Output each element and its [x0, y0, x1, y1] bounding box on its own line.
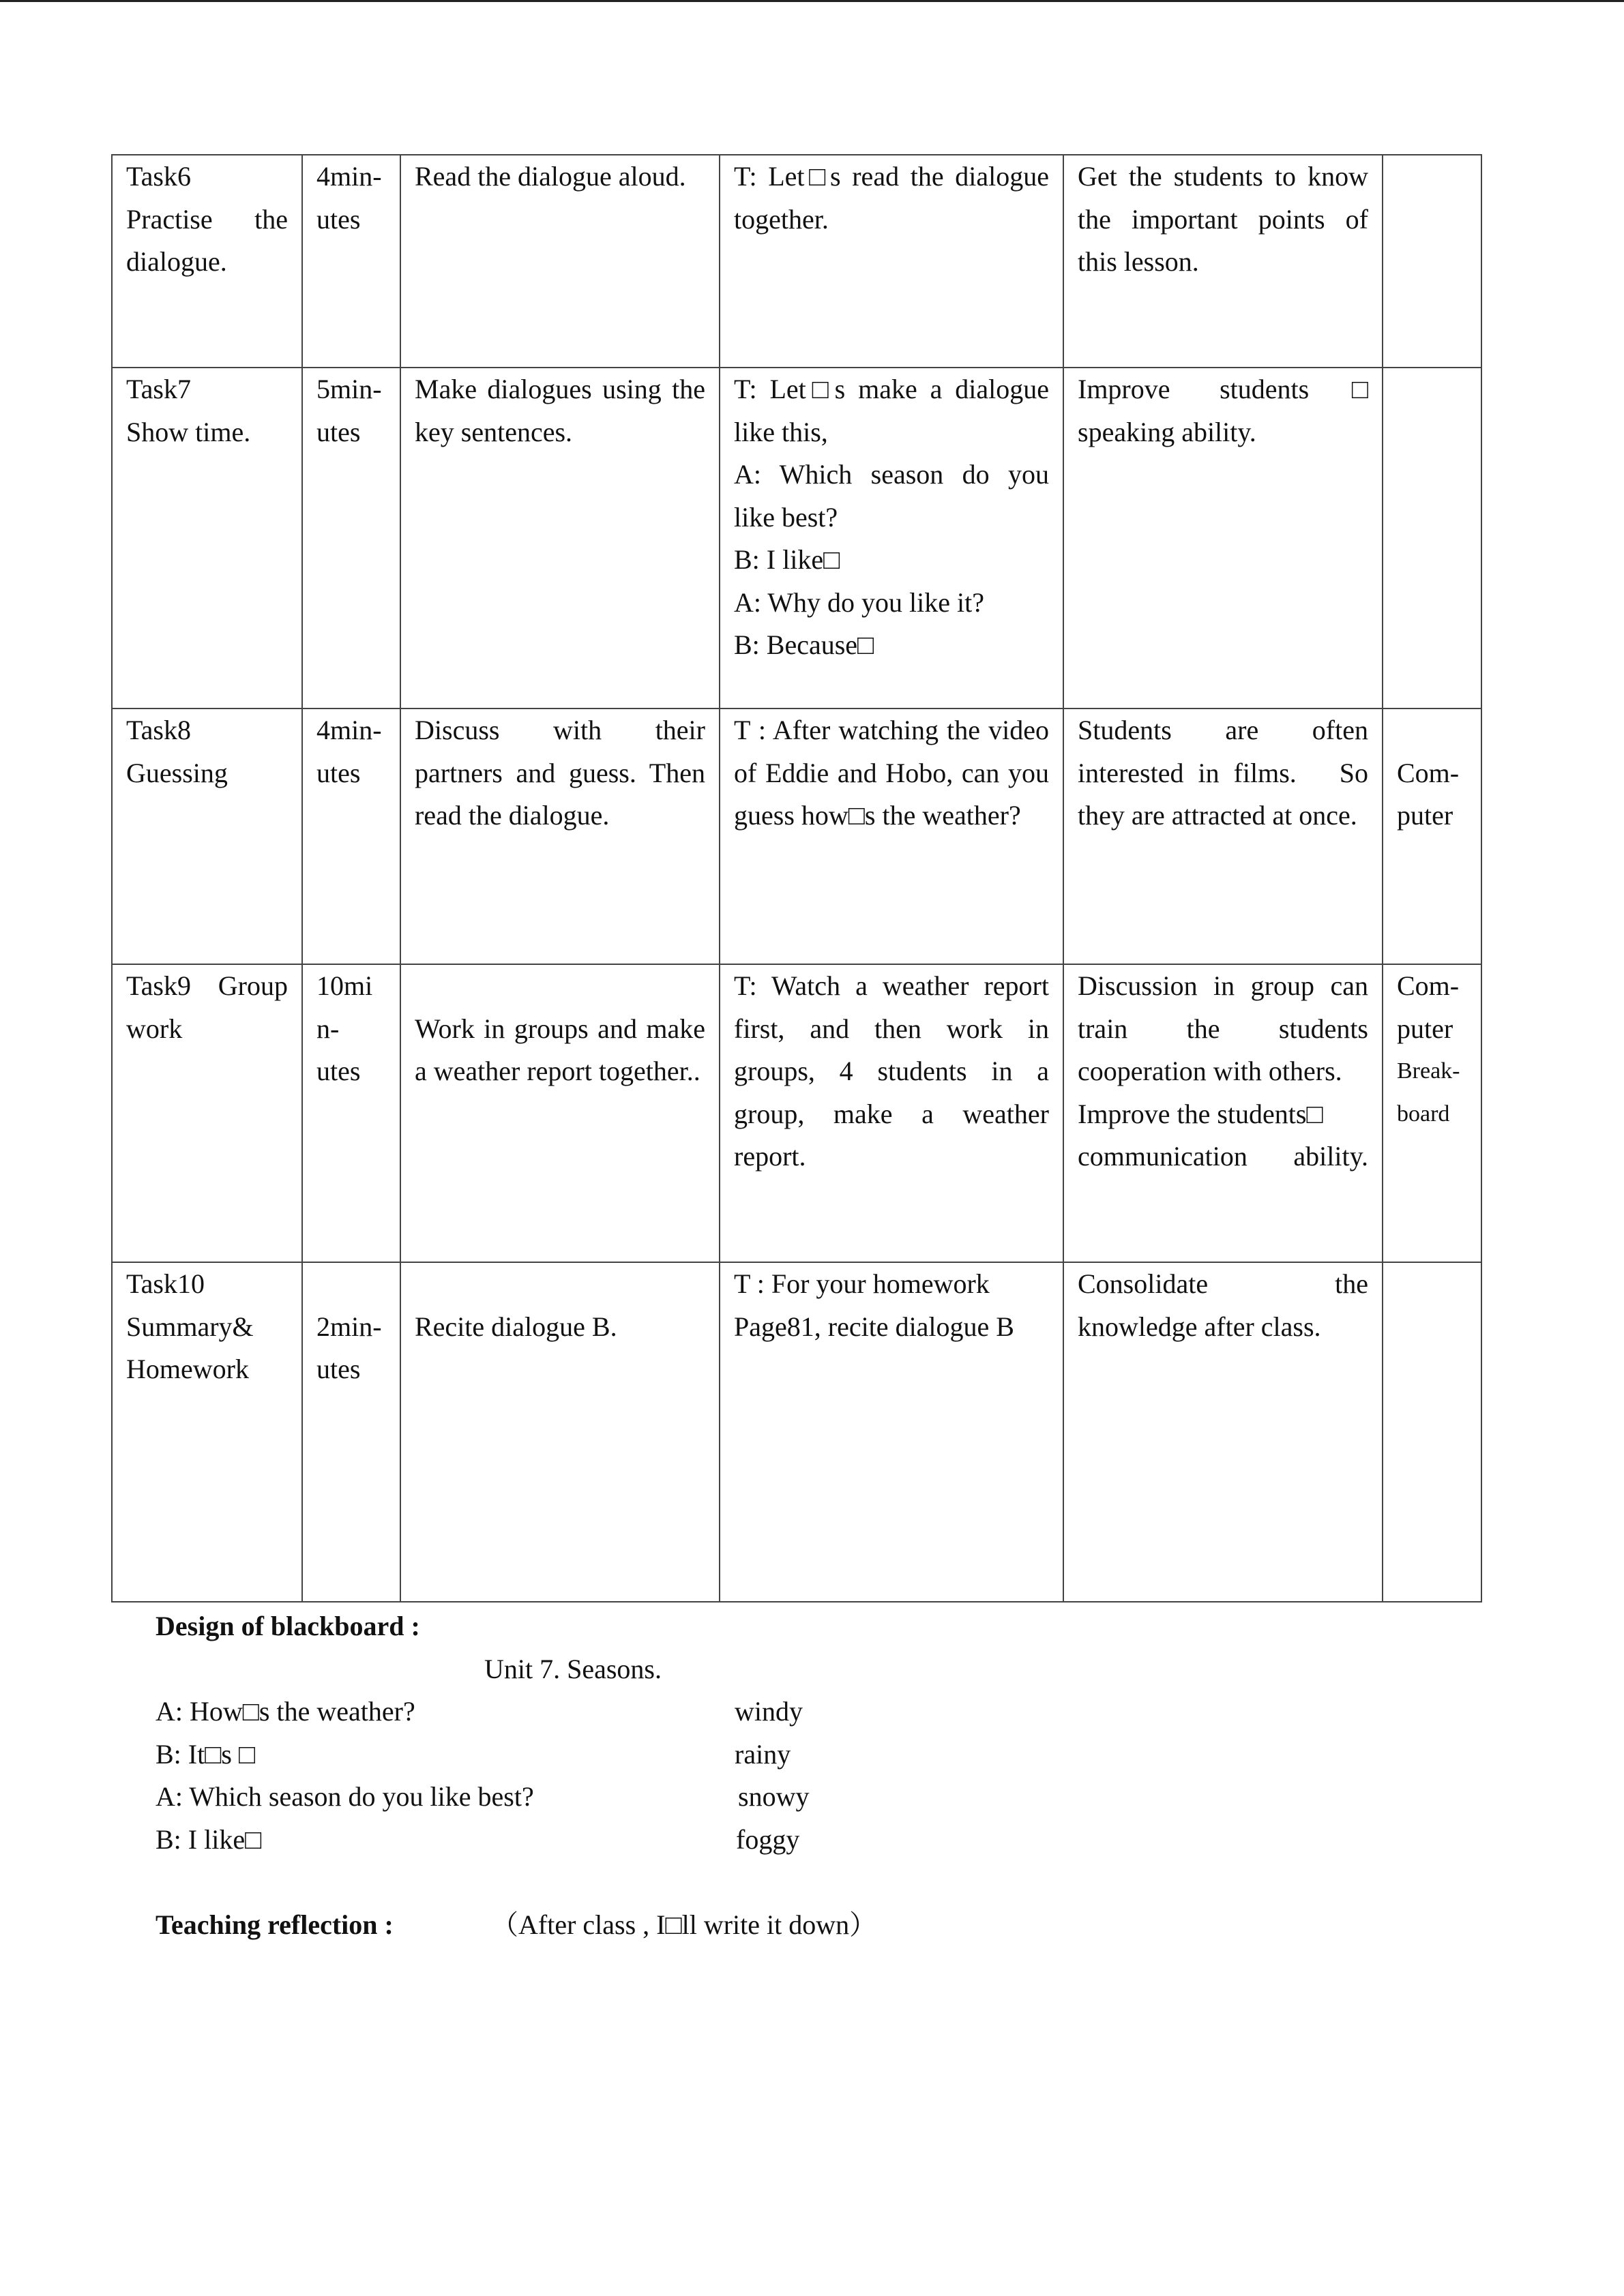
- reflection-text: （After class , I□ll write it down）: [491, 1909, 877, 1940]
- blackboard-line-left: A: How□s the weather?: [156, 1696, 415, 1727]
- blackboard-line-left: B: It□s □: [156, 1739, 256, 1770]
- page-top-border: [0, 0, 1624, 2]
- purpose-cell: Get the students to know the important points of this lesson.: [1063, 155, 1383, 368]
- resource-cell: [1383, 1262, 1481, 1602]
- table-row: [112, 709, 1481, 964]
- activity-cell: Make dialogues using the key sentences.: [400, 368, 720, 709]
- time-cell: 10mi n- utes: [302, 964, 400, 1262]
- table-row: [112, 155, 1481, 368]
- activity-cell: Discuss with their partners and guess. Then read the dialogue.: [400, 709, 720, 964]
- activity-cell: Recite dialogue B.: [400, 1262, 720, 1602]
- time-cell: 2min- utes: [302, 1262, 400, 1602]
- lesson-plan-table: [111, 154, 1482, 1602]
- task-cell: Task8 Guessing: [112, 709, 302, 964]
- activity-cell: Work in groups and make a weather report together..: [400, 964, 720, 1262]
- blackboard-line-left: B: I like□: [156, 1824, 262, 1855]
- task-cell: Task9 Group work: [112, 964, 302, 1262]
- blackboard-word: foggy: [736, 1824, 800, 1855]
- blackboard-word: snowy: [738, 1781, 810, 1812]
- blackboard-title: Unit 7. Seasons.: [484, 1654, 662, 1684]
- task-cell: Task7 Show time.: [112, 368, 302, 709]
- teacher-cell: T : After watching the video of Eddie and Hobo, can you guess how□s the weather?: [720, 709, 1063, 964]
- resource-cell: [1383, 368, 1481, 709]
- blackboard-word: windy: [735, 1696, 803, 1727]
- time-cell: 5min- utes: [302, 368, 400, 709]
- table-row: [112, 368, 1481, 709]
- teacher-cell: T : For your homework Page81, recite dialogue B: [720, 1262, 1063, 1602]
- purpose-cell: Discussion in group can train the students cooperation with others. Improve the students□ communication ability.: [1063, 964, 1383, 1262]
- blackboard-word: rainy: [735, 1739, 791, 1770]
- blackboard-heading: Design of blackboard :: [156, 1611, 420, 1641]
- time-cell: 4min- utes: [302, 155, 400, 368]
- blackboard-line-left: A: Which season do you like best?: [156, 1781, 534, 1812]
- activity-cell: Read the dialogue aloud.: [400, 155, 720, 368]
- time-cell: 4min- utes: [302, 709, 400, 964]
- task-cell: Task6 Practise the dialogue.: [112, 155, 302, 368]
- teacher-cell: T: Let□s read the dialogue together.: [720, 155, 1063, 368]
- teacher-cell: T: Watch a weather report first, and then work in groups, 4 students in a group, make a weather report.: [720, 964, 1063, 1262]
- resource-cell: Com- puter Break- board: [1383, 964, 1481, 1262]
- task-cell: Task10 Summary& Homework: [112, 1262, 302, 1602]
- purpose-cell: Students are often interested in films. So they are attracted at once.: [1063, 709, 1383, 964]
- purpose-cell: Consolidate the knowledge after class.: [1063, 1262, 1383, 1602]
- reflection-label: Teaching reflection :: [156, 1909, 394, 1940]
- purpose-cell: Improve students□ speaking ability.: [1063, 368, 1383, 709]
- resource-cell: Com- puter: [1383, 709, 1481, 964]
- resource-cell: [1383, 155, 1481, 368]
- teacher-cell: T: Let□s make a dialogue like this, A: Which season do you like best? B: I like□ A: Why do you like it? B: Because□: [720, 368, 1063, 709]
- table-row: [112, 964, 1481, 1262]
- table-row: [112, 1262, 1481, 1602]
